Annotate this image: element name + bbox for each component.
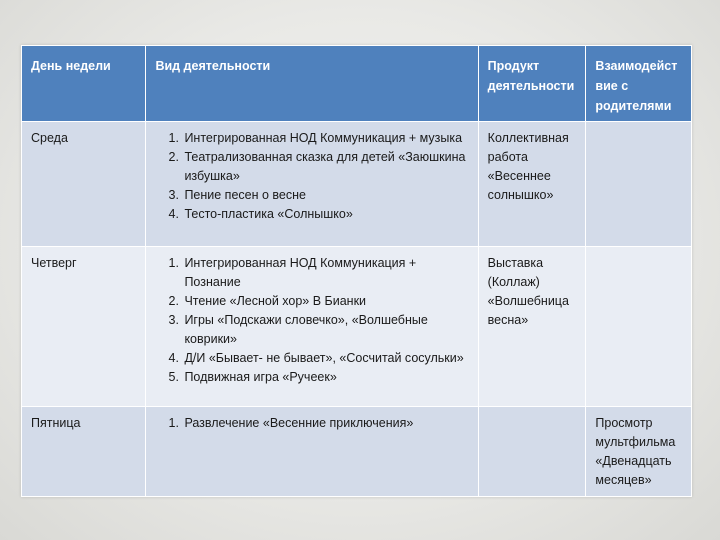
cell-day: Пятница xyxy=(22,407,146,497)
table-row xyxy=(22,247,692,407)
cell-activities xyxy=(146,407,478,497)
activities-list xyxy=(155,254,471,387)
list-item: 3. Игры «Подскажи словечко», «Волшебные коврики» xyxy=(182,311,471,349)
header-day: День недели xyxy=(22,46,146,122)
list-item: 5. Подвижная игра «Ручеек» xyxy=(182,368,471,387)
table-row xyxy=(22,122,692,247)
list-item: 1. Интегрированная НОД Коммуникация + музыка xyxy=(182,129,471,148)
cell-parents xyxy=(586,247,692,407)
list-item: 2. Чтение «Лесной хор» В Бианки xyxy=(182,292,471,311)
cell-product: Выставка (Коллаж) «Волшебница весна» xyxy=(478,247,586,407)
activities-list xyxy=(155,129,471,224)
cell-product: Коллективная работа «Весеннее солнышко» xyxy=(478,122,586,247)
activities-list xyxy=(155,414,471,433)
list-item: 2. Театрализованная сказка для детей «Заюшкина избушка» xyxy=(182,148,471,186)
table-row xyxy=(22,407,692,497)
cell-activities xyxy=(146,247,478,407)
list-item: 4. Тесто-пластика «Солнышко» xyxy=(182,205,471,224)
header-activity: Вид деятельности xyxy=(146,46,478,122)
cell-activities xyxy=(146,122,478,247)
cell-parents xyxy=(586,122,692,247)
list-item: 1. Интегрированная НОД Коммуникация + Познание xyxy=(182,254,471,292)
header-parents: Взаимодейст вие с родителями xyxy=(586,46,692,122)
cell-day: Четверг xyxy=(22,247,146,407)
activity-plan-table xyxy=(21,45,692,497)
list-item: 1. Развлечение «Весенние приключения» xyxy=(182,414,471,433)
list-item: 4. Д/И «Бывает- не бывает», «Сосчитай сосульки» xyxy=(182,349,471,368)
list-item: 3. Пение песен о весне xyxy=(182,186,471,205)
header-product: Продукт деятельности xyxy=(478,46,586,122)
cell-parents: Просмотр мультфильма «Двенадцать месяцев» xyxy=(586,407,692,497)
cell-product xyxy=(478,407,586,497)
table-header-row xyxy=(22,46,692,122)
cell-day: Среда xyxy=(22,122,146,247)
